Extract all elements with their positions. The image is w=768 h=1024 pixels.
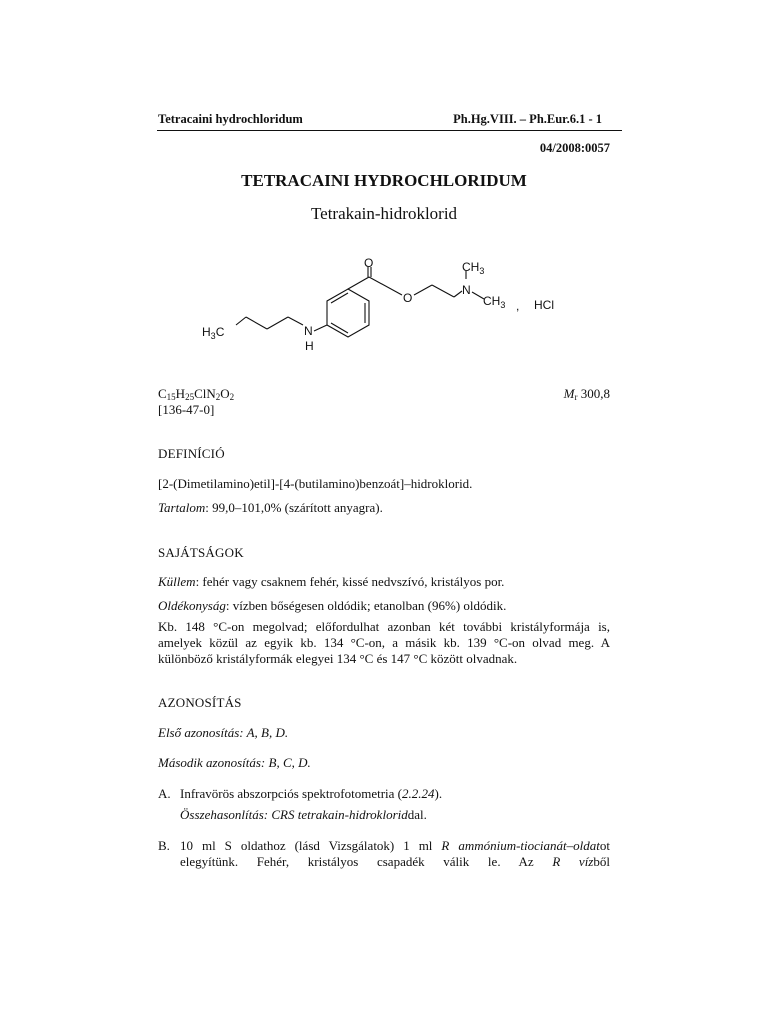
- methyl-top-label: $CH_3$: [462, 260, 485, 276]
- test-a-label: A.: [158, 786, 171, 801]
- test-a-method-ref: 2.2.24: [402, 786, 435, 801]
- page-title: TETRACAINI HYDROCHLORIDUM: [241, 171, 527, 190]
- property-melting-point: Kb. 148 °C-on megolvad; előfordulhat azonban két további kristályformája is, amelyek közül az egyik kb. 134 °C-on, a másik kb. 139 °C-on olvad meg. A különböző kristályformák elegyei 134 °C és 147 °C között olvadnak.: [158, 619, 610, 666]
- molecular-formula: $C_{15}H_{25}ClN_2O_2$: [158, 386, 235, 402]
- property-appearance: Küllem: fehér vagy csaknem fehér, kissé nedvszívó, kristályos por.: [158, 574, 505, 589]
- property-solubility: Oldékonyság: vízben bőségesen oldódik; etanolban (96%) oldódik.: [158, 598, 507, 613]
- relative-molecular-mass: $M_r$ 300,8: [563, 386, 610, 402]
- nh-hydrogen-label: H: [305, 339, 314, 353]
- monograph-id: 04/2008:0057: [539, 141, 610, 155]
- amine-nitrogen-label: N: [462, 283, 471, 297]
- header-rule: [157, 130, 622, 131]
- test-a-body: Infravörös abszorpciós spektrofotometria (2.2.24).: [180, 786, 443, 801]
- test-b-body: 10 ml S oldathoz (lásd Vizsgálatok) 1 ml R ammónium-tiocianát–oldatot elegyítünk. Fehér, kristályos csapadék válik le. Az R vízből: [180, 838, 610, 869]
- section-definition-heading: DEFINÍCIÓ: [158, 446, 225, 461]
- page-subtitle: Tetrakain-hidroklorid: [310, 204, 458, 223]
- section-properties-heading: SAJÁTSÁGOK: [158, 545, 244, 560]
- definition-content: Tartalom: 99,0–101,0% (szárított anyagra).: [158, 500, 383, 515]
- cas-number: [136-47-0]: [158, 402, 215, 417]
- salt-separator: ,: [516, 299, 520, 313]
- structure-bonds: [236, 267, 484, 337]
- test-b-label: B.: [158, 838, 170, 853]
- section-identification-heading: AZONOSÍTÁS: [158, 695, 242, 710]
- terminal-methyl-label: $H_3C$: [202, 325, 225, 341]
- identification-first: Első azonosítás: A, B, D.: [158, 725, 289, 740]
- nh-nitrogen-label: N: [304, 324, 313, 338]
- carbonyl-oxygen-label: O: [364, 256, 374, 270]
- header-pharmacopoeia-ref: Ph.Hg.VIII. – Ph.Eur.6.1 - 1: [453, 112, 602, 126]
- header-monograph-name: Tetracaini hydrochloridum: [158, 112, 303, 126]
- ester-oxygen-label: O: [403, 291, 413, 305]
- methyl-right-label: $CH_3$: [483, 294, 506, 310]
- test-a-comparison: Összehasonlítás: CRS tetrakain-hidrokloriddal.: [180, 807, 427, 822]
- identification-second: Második azonosítás: B, C, D.: [158, 755, 311, 770]
- definition-chemical-name: [2-(Dimetilamino)etil]-[4-(butilamino)benzoát]–hidroklorid.: [158, 476, 473, 491]
- hcl-label: HCl: [534, 298, 554, 312]
- chemical-structure: [200, 255, 580, 360]
